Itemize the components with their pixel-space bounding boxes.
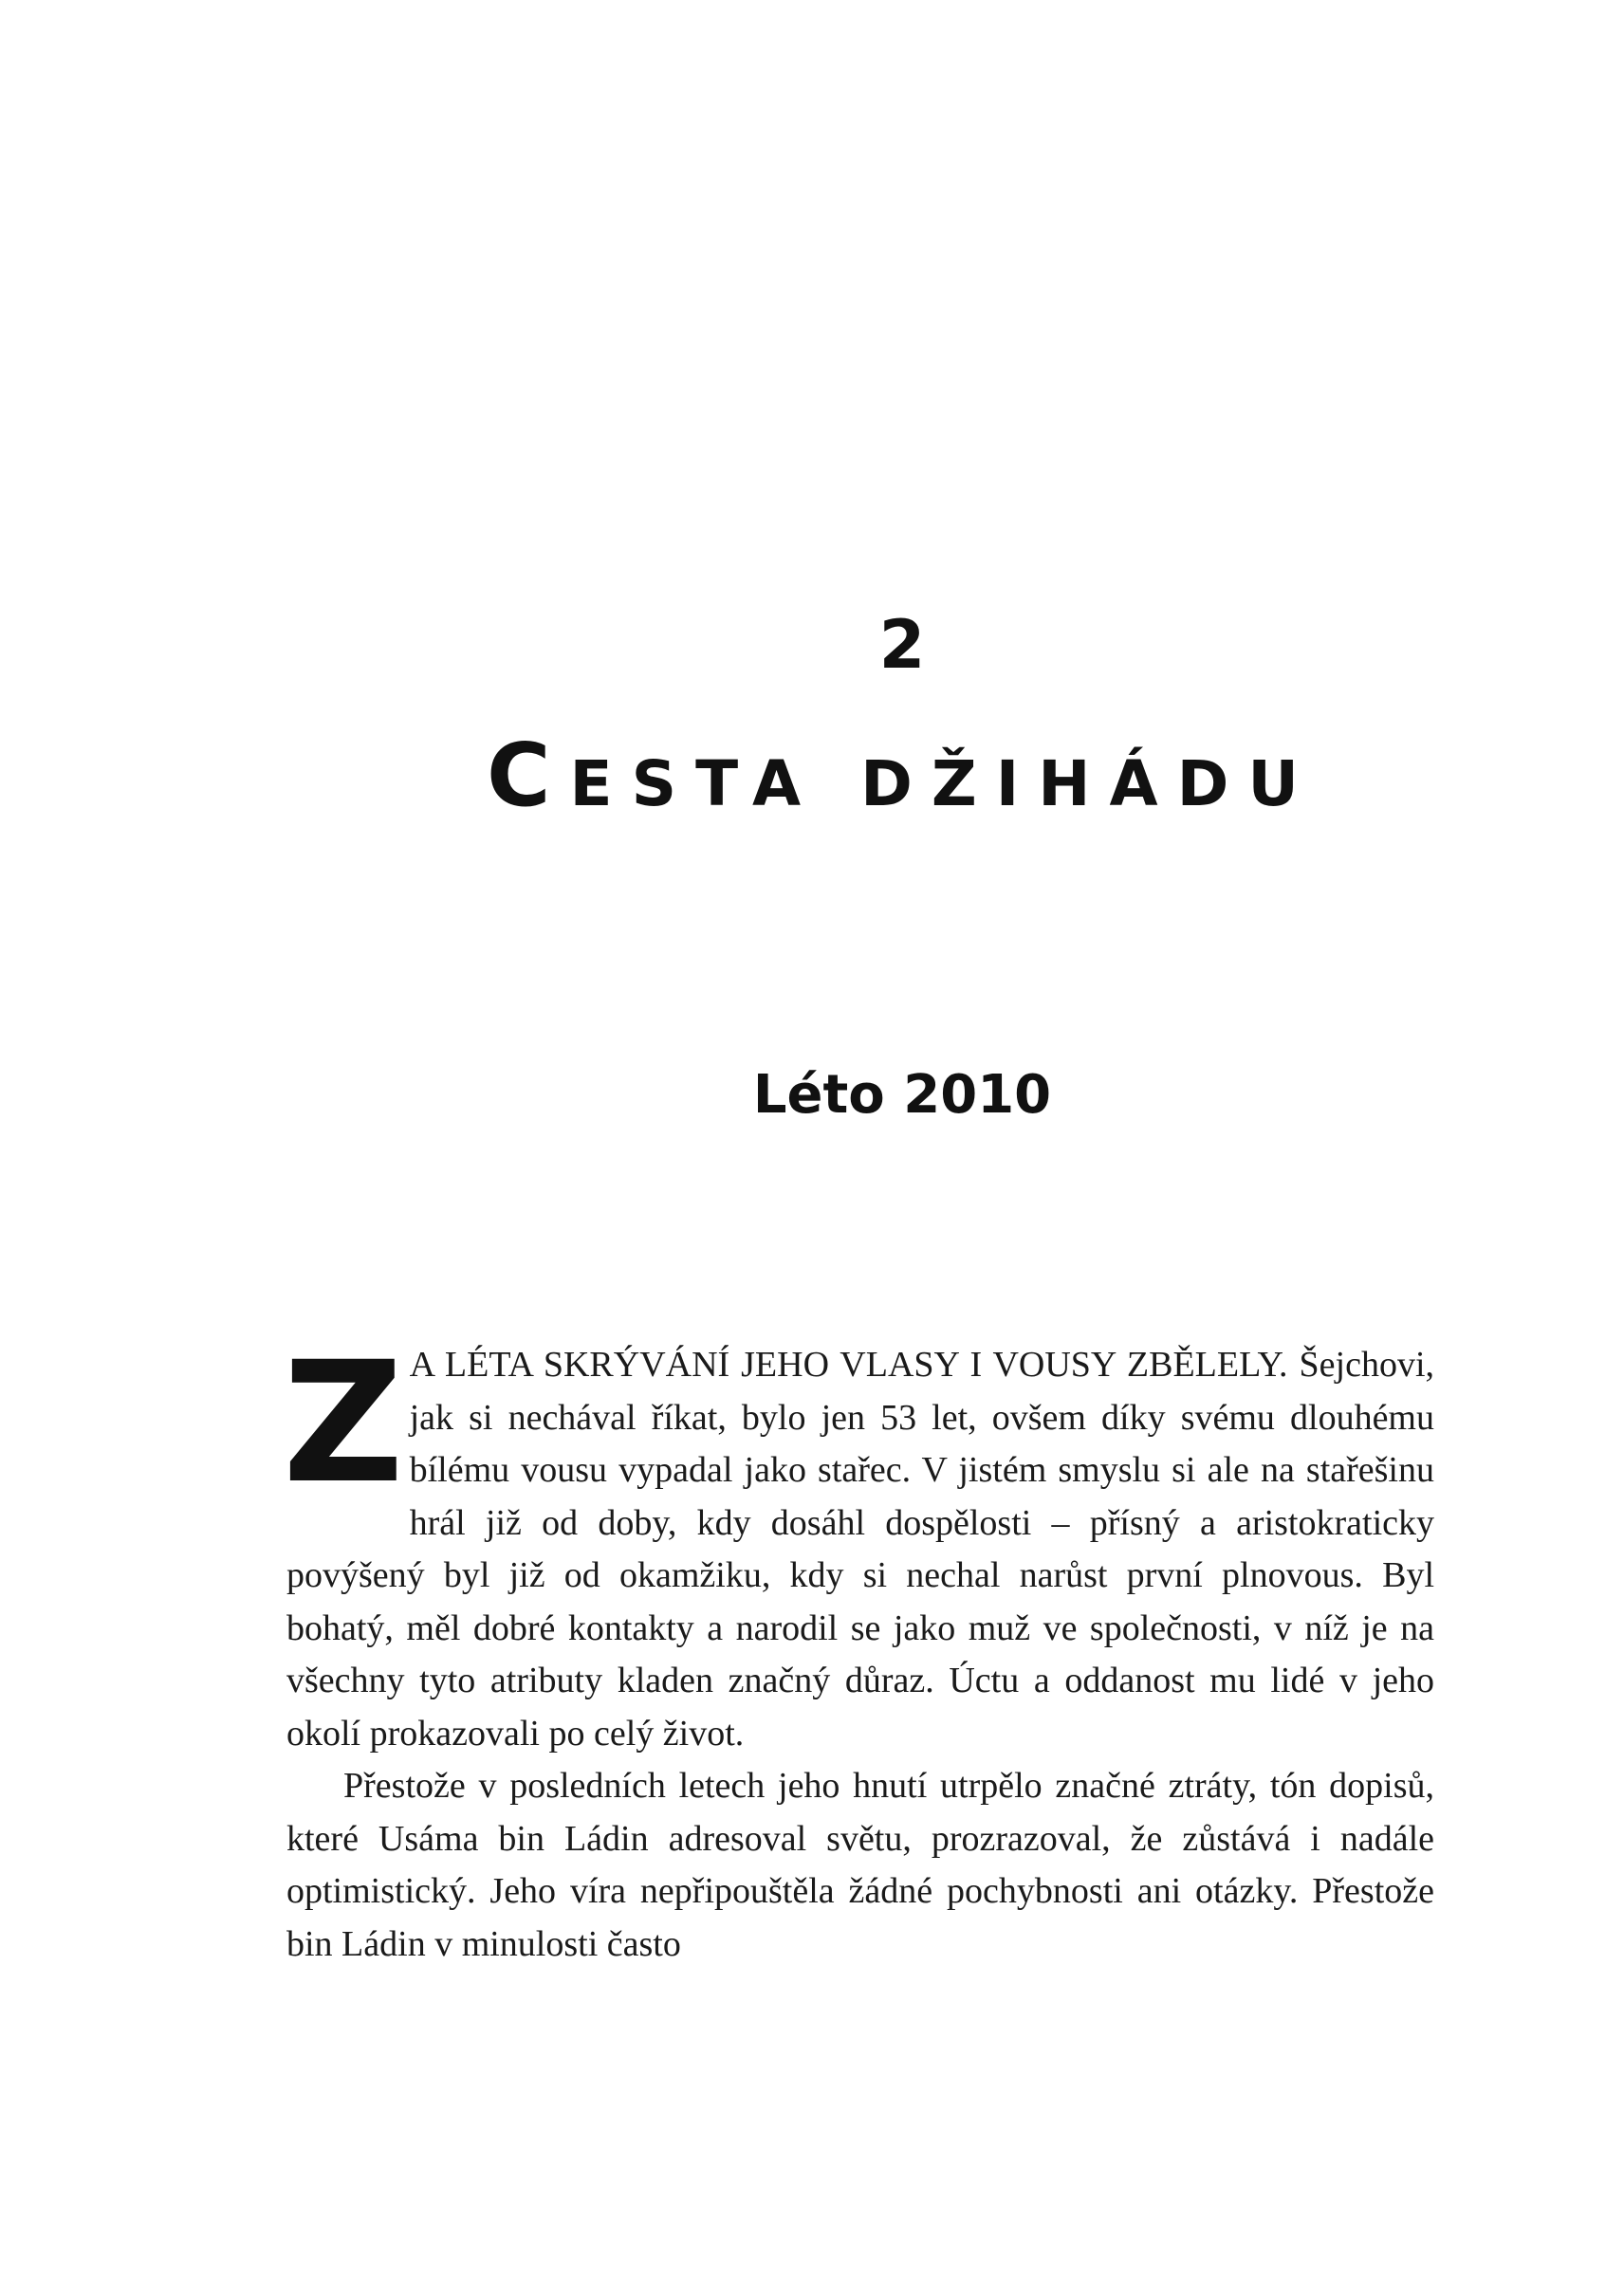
- chapter-number: 2: [878, 606, 926, 684]
- body-text: [283, 1326, 1435, 1971]
- paragraph-2: [286, 1760, 1434, 1971]
- section-heading: Léto 2010: [752, 1064, 1052, 1126]
- chapter-title-initial: C: [487, 725, 570, 826]
- chapter-title: [0, 725, 1624, 832]
- paragraph-1-text: Šejchovi, jak si nechával říkat, bylo jen 53 let, ovšem díky svému dlouhému bílému vousu vypadal jako stařec. V jistém smyslu si ale na stařešinu hrál již od doby, kdy dosáhl dospělosti – přísný a aristokraticky povýšený byl již od okamžiku, kdy si nechal narůst první plnovous. Byl bohatý, měl dobré kontakty a narodil se jako muž ve společnosti, v níž je na všechny tyto atributy kladen značný důraz. Úctu a oddanost mu lidé v jeho okolí prokazovali po celý život.: [286, 1345, 1435, 1754]
- drop-cap: Z: [283, 1326, 404, 1520]
- paragraph-2-text: Přestože v posledních letech jeho hnutí utrpělo značné ztráty, tón dopisů, které Usáma bin Ládin adresoval světu, prozrazoval, že zůstává i nadále optimistický. Jeho víra nepřipouštěla žádné pochybnosti ani otázky. Přestože bin Ládin v minulosti často: [286, 1766, 1434, 1964]
- paragraph-opening: A LÉTA SKRÝVÁNÍ JEHO VLASY I VOUSY ZBĚLELY.: [409, 1345, 1288, 1385]
- paragraph-1: [283, 1326, 1435, 1760]
- chapter-title-rest: ESTA DŽIHÁDU: [569, 747, 1318, 820]
